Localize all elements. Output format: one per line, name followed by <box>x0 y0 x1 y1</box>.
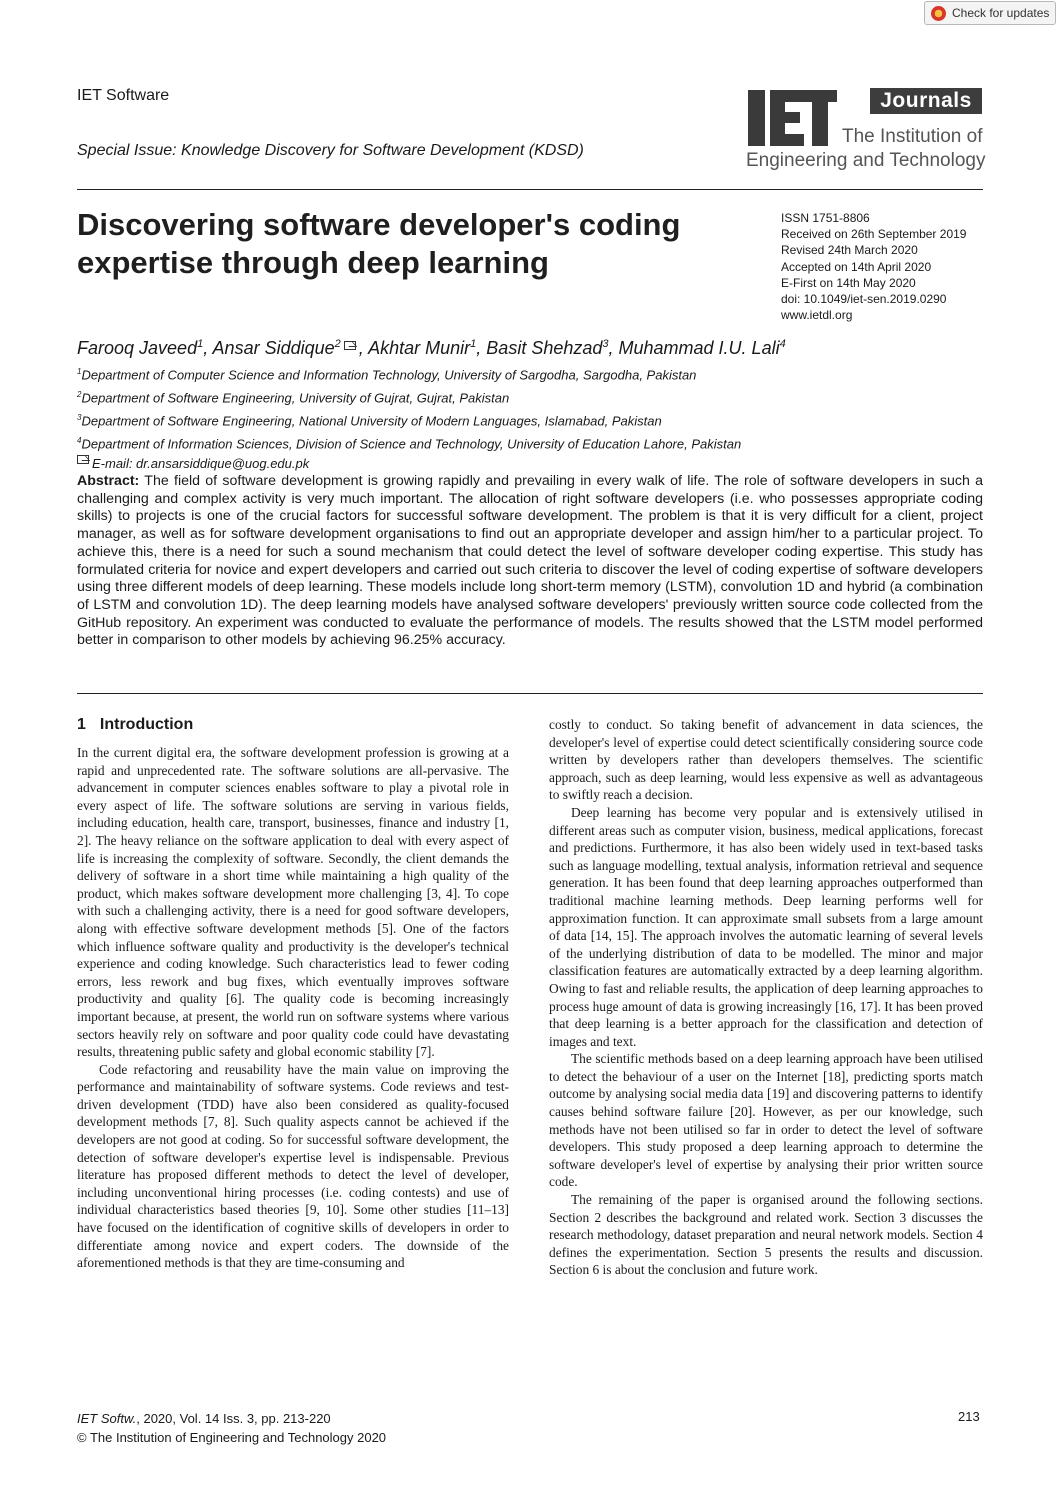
meta-website[interactable]: www.ietdl.org <box>781 308 853 323</box>
affiliation: $^2$Department of Software Engineering, University of Gujrat, Gujrat, Pakistan <box>77 389 510 406</box>
logo-institution-line1: The Institution of <box>842 126 983 147</box>
header-divider <box>77 189 983 190</box>
paragraph: In the current digital era, the software development profession is growing at a rapid and unprecedented rate. The software solutions are all-pervasive. The advancement in computer sciences enables software to play a pivotal role in every aspect of life. The software solutions are serving in various fields, including education, health care, transport, businesses, finance and industry [1, 2]. The heavy reliance on the software application to deal with every aspect of life is increasing the complexity of software. Secondly, the client demands the delivery of software in a short time while maintaining a high quality of the product, which makes software development more challenging [3, 4]. To cope with such a challenging activity, there is a need for good software developers, along with effective software development methods [5]. One of the factors which influence software quality and productivity is the developer's technical experience and coding knowledge. Such characteristics lead to fewer coding errors, less rework and bug fixes, which eventually improves software productivity and quality [6]. The quality code is becoming increasingly important because, at present, the world run on software systems where various sectors heavily rely on software and poor quality code could have devastating results, threatening public safety and global economic stability [7]. <box>77 745 509 1060</box>
iet-mark-icon <box>746 86 838 150</box>
author-affil-sup: 4 <box>779 338 786 350</box>
logo-institution-line2: Engineering and Technology <box>746 150 986 171</box>
author-name: Ansar Siddique <box>212 338 335 358</box>
envelope-icon <box>344 341 356 350</box>
check-for-updates-label: Check for updates <box>952 6 1050 20</box>
journal-name: IET Software <box>77 87 170 104</box>
logo-journals-label: Journals <box>870 88 982 114</box>
meta-accepted: Accepted on 14th April 2020 <box>781 259 932 274</box>
meta-issn: ISSN 1751-8806 <box>781 211 870 225</box>
author-name: Farooq Javeed <box>77 338 198 358</box>
corresponding-email[interactable]: E-mail: dr.ansarsiddique@uog.edu.pk <box>77 454 741 474</box>
meta-doi[interactable]: doi: 10.1049/iet-sen.2019.0290 <box>781 292 947 307</box>
paragraph: costly to conduct. So taking benefit of advancement in data sciences, the developer's level of expertise could detect scientifically considering source code written by developers rather than developers themselves. The scientific approach, such as deep learning, would less expensive as well as advantageous to swiftly reach a decision. <box>549 717 983 803</box>
paragraph: Deep learning has become very popular and is extensively utilised in different areas such as computer vision, business, medical applications, forecast and predictions. Furthermore, it has also been widely used in text-based tasks such as language modelling, textual analysis, information retrieval and sequence generation. It has been found that deep learning approaches outperformed than traditional machine learning methods. Deep learning performs well for approximation function. It can approximate small subsets from a large amount of data [14, 15]. The approach involves the automatic learning of several levels of the underlying distribution of data to be modelled. The minor and major classification features are automatically extracted by a deep learning algorithm. Owing to fast and reliable results, the application of deep learning approaches to process huge amount of data is growing increasingly [16, 17]. It has been proved that deep learning is a better approach for the classification and detection of images and text. <box>549 804 983 1049</box>
paragraph: Code refactoring and reusability have the main value on improving the performance and maintainability of software systems. Code reviews and test-driven development (TDD) have also been considered as quality-focused development methods [7, 8]. Such quality aspects cannot be achieved if the developers are not good at coding. So for successful software development, the detection of software developer's expertise level is indispensable. Previous literature has proposed different methods to detect the level of developer, including unconventional hiring processes (i.e. coding contests) and use of individual characteristics based theories [9, 10]. Some other studies [11–13] have focused on the identification of cognitive skills of developers in order to differentiate among novice and expert coders. The downside of the aforementioned methods is that they are time-consuming and <box>77 1061 509 1271</box>
footer-volume: , 2020, Vol. 14 Iss. 3, pp. 213-220 <box>136 1411 331 1426</box>
abstract-label: Abstract: <box>77 473 140 489</box>
author-name: Akhtar Munir <box>368 338 471 358</box>
footer-copyright: © The Institution of Engineering and Technology 2020 <box>77 1430 387 1445</box>
footer-journal-abbrev: IET Softw. <box>77 1411 137 1426</box>
author-affil-sup: 1 <box>470 338 477 350</box>
abstract <box>77 473 983 650</box>
body-left-column <box>77 744 509 1272</box>
article-metadata <box>781 210 966 323</box>
iet-journals-logo <box>746 86 986 178</box>
special-issue: Special Issue: Knowledge Discovery for Software Development (KDSD) <box>77 142 584 159</box>
affiliation-list <box>77 362 741 473</box>
affiliation: $^3$Department of Software Engineering, National University of Modern Languages, Islamabad, Pakistan <box>77 412 662 429</box>
meta-efirst: E-First on 14th May 2020 <box>781 275 916 290</box>
abstract-divider <box>77 693 983 694</box>
crossmark-icon <box>931 6 946 21</box>
abstract-text: The field of software development is growing rapidly and prevailing in every walk of life. The role of software developers in such a challenging and complex activity is very much important. The allocation of right software developers (i.e. who possesses appropriate coding skills) to projects is one of the crucial factors for successful software development. The problem is that it is very difficult for a client, project manager, as well as for software development organisations to find out an appropriate developer and assign him/her to a particular project. To achieve this, there is a need for such a sound mechanism that could detect the level of software developer coding expertise. This study has formulated criteria for novice and expert developers and carried out such criteria to discover the level of coding expertise of software developers using three different models of deep learning. These models include long short-term memory (LSTM), convolution 1D and hybrid (a combination of LSTM and convolution 1D). The deep learning models have analysed software developers' previously written source code collected from the GitHub repository. An experiment was conducted to evaluate the performance of models. The results showed that the LSTM model performed better in comparison to other models by achieving 96.25% accuracy. <box>77 473 984 649</box>
paragraph: The scientific methods based on a deep learning approach have been utilised to detect the behaviour of a user on the Internet [18], predicting sports match outcome by analysing social media data [19] and discovering patterns to identify causes behind software failure [20]. However, as per our knowledge, such methods have not been utilised so far in order to detect the level of software developers. This study proposed a deep learning approach to determine the software developer's level of expertise by analysing their prior written source code. <box>549 1051 983 1190</box>
author-list: Farooq Javeed$^1$, Ansar Siddique$^2$ , Akhtar Munir$^1$, Basit Shehzad$^3$, Muhammad I.U. Lali$^4$ <box>77 338 786 358</box>
author-affil-sup: 2 <box>334 338 341 350</box>
meta-revised: Revised 24th March 2020 <box>781 243 918 258</box>
paragraph: The remaining of the paper is organised around the following sections. Section 2 describes the background and related work. Section 3 discusses the research methodology, dataset preparation and neural network models. Section 4 defines the experimentation. Section 5 presents the results and discussion. Section 6 is about the conclusion and future work. <box>549 1192 983 1278</box>
section-title: Introduction <box>99 716 194 733</box>
author-affil-sup: 3 <box>602 338 609 350</box>
author-name: Muhammad I.U. Lali <box>618 338 780 358</box>
meta-received: Received on 26th September 2019 <box>781 227 967 242</box>
section-heading <box>77 716 193 734</box>
footer-citation <box>77 1409 386 1447</box>
envelope-icon <box>77 455 89 464</box>
page-number: 213 <box>958 1409 980 1424</box>
affiliation: $^4$Department of Information Sciences, Division of Science and Technology, University of Education Lahore, Pakistan <box>77 435 742 452</box>
body-right-column <box>549 716 983 1279</box>
check-for-updates-button[interactable] <box>924 1 1056 25</box>
affiliation: $^1$Department of Computer Science and Information Technology, University of Sargodha, Sargodha, Pakistan <box>77 367 697 383</box>
section-number: 1 <box>77 716 86 733</box>
author-name: Basit Shehzad <box>486 338 603 358</box>
author-affil-sup: 1 <box>197 338 204 350</box>
paper-title: Discovering software developer's coding expertise through deep learning <box>77 207 681 280</box>
